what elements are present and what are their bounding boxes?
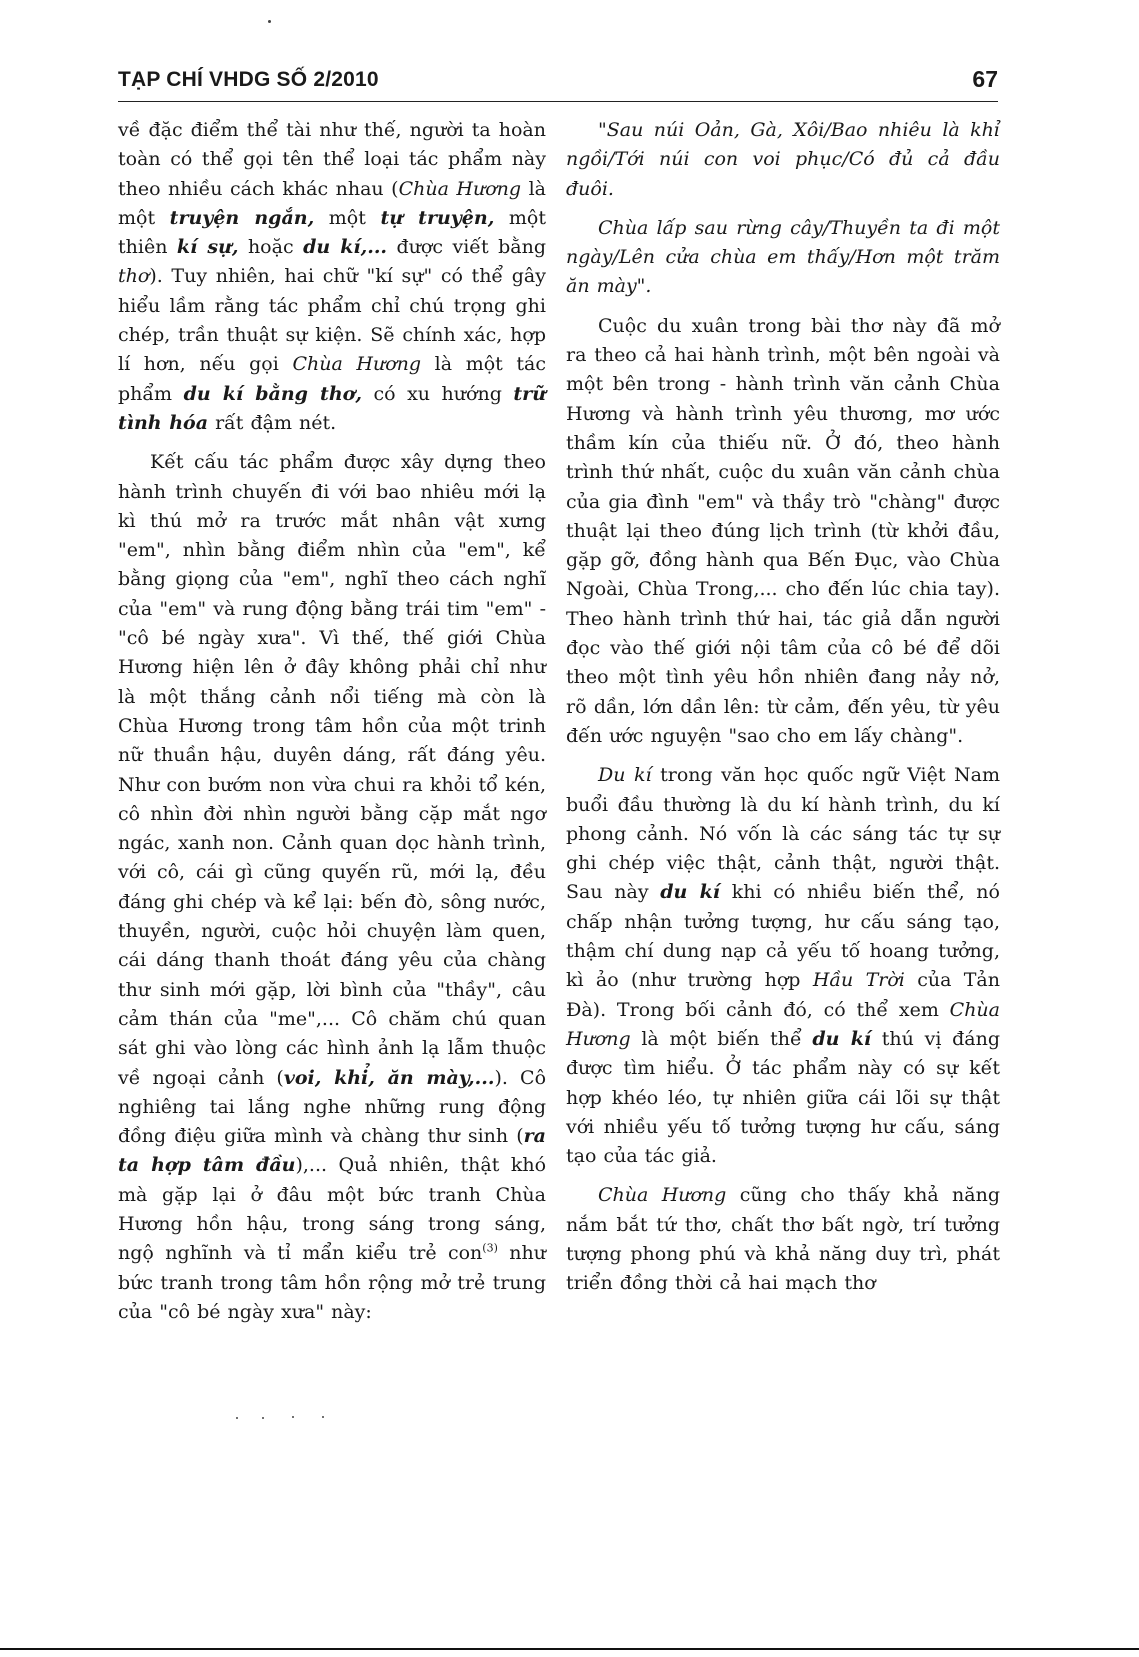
scan-speck [268,20,271,23]
poem-quote: Chùa lấp sau rừng cây/Thuyền ta đi một ngày/Lên cửa chùa em thấy/Hơn một trăm ăn mày". [566,216,1000,298]
bottom-scan-edge [0,1648,1139,1650]
header-rule [118,101,998,102]
poem-quote: "Sau núi Oản, Gà, Xôi/Bao nhiêu là khỉ ngồi/Tới núi con voi phục/Có đủ cả đầu đuôi. [566,119,1000,200]
paragraph: Du kí trong văn học quốc ngữ Việt Nam buổi đầu thường là du kí hành trình, du kí phong cảnh. Nó vốn là các sáng tác tự sự ghi chép việc thật, cảnh thật, người thật. Sau này du kí khi có nhiều biến thể, nó chấp nhận tưởng tượng, hư cấu sáng tạo, thậm chí dung nạp cả yếu tố hoang tưởng, kì ảo (như trường hợp Hầu Trời của Tản Đà). Trong bối cảnh đó, có thể xem Chùa Hương là một biến thể du kí thú vị đáng được tìm hiểu. Ở tác phẩm này có sự kết hợp khéo léo, tự nhiên giữa cái lõi sự thật với nhiều yếu tố tưởng tượng hư cấu, sáng tạo của tác giả. [566,764,1000,1168]
scan-speck [262,1417,264,1419]
journal-title: TẠP CHÍ VHDG SỐ 2/2010 [118,68,379,91]
paragraph: Kết cấu tác phẩm được xây dựng theo hành trình chuyến đi với bao nhiêu mới lạ kì thú mở ra trước mắt nhân vật xưng "em", nhìn bằng điểm nhìn của "em", kể bằng giọng của "em", nghĩ theo cách nghĩ của "em" và rung động bằng trái tim "em" - "cô bé ngày xưa". Vì thế, thế giới Chùa Hương hiện lên ở đây không phải chỉ như là một thắng cảnh nổi tiếng mà còn là Chùa Hương trong tâm hồn của một trinh nữ thuần hậu, duyên dáng, rất đáng yêu. Như con bướm non vừa chui ra khỏi tổ kén, cô nhìn đời nhìn người bằng cặp mắt ngơ ngác, xanh non. Cảnh quan dọc hành trình, với cô, cái gì cũng quyến rũ, mới lạ, đều đáng ghi chép và kể lại: bến đò, sông nước, thuyền, người, cuộc hỏi chuyện làm quen, cái dáng thanh thoát đáng yêu của chàng thư sinh mới gặp, lời bình của "thầy", câu cảm thán của "me",... Cô chăm chú quan sát ghi vào lòng các hình ảnh lạ lẫm thuộc về ngoại cảnh (voi, khỉ, ăn mày,...). Cô nghiêng tai lắng nghe những rung động đồng điệu giữa mình và chàng thư sinh (ra ta hợp tâm đầu),... Quả nhiên, thật khó mà gặp lại ở đâu một bức tranh Chùa Hương hồn hậu, trong sáng trong sáng, ngộ nghĩnh và tỉ mẩn kiểu trẻ con$^{(3)}$ như bức tranh trong tâm hồn rộng mở trẻ trung của "cô bé ngày xưa" này: [118,451,547,1323]
scan-speck [322,1416,324,1418]
page-number: 67 [972,66,998,92]
left-column [118,116,546,1327]
scan-speck [236,1417,238,1419]
paragraph: về đặc điểm thể tài như thế, người ta hoàn toàn có thể gọi tên thể loại tác phẩm này theo nhiều cách khác nhau (Chùa Hương là một truyện ngắn, một tự truyện, một thiên kí sự, hoặc du kí,... được viết bằng thơ). Tuy nhiên, hai chữ "kí sự" có thể gây hiểu lầm rằng tác phẩm chỉ chú trọng ghi chép, trần thuật sự kiện. Sẽ chính xác, hợp lí hơn, nếu gọi Chùa Hương là một tác phẩm du kí bằng thơ, có xu hướng trữ tình hóa rất đậm nét. [118,119,547,434]
footnote-ref: (3) [482,1241,498,1255]
scan-speck [292,1416,294,1418]
right-column [566,116,1000,1299]
paragraph: Chùa Hương cũng cho thấy khả năng nắm bắt tứ thơ, chất thơ bất ngờ, trí tưởng tượng phong phú và khả năng duy trì, phát triển đồng thời cả hai mạch thơ [566,1184,1000,1295]
page-header [118,64,998,100]
paragraph: Cuộc du xuân trong bài thơ này đã mở ra theo cả hai hành trình, một bên ngoài và một bên trong - hành trình văn cảnh Chùa Hương và hành trình yêu thương, mơ ước thầm kín của thiếu nữ. Ở đó, theo hành trình thứ nhất, cuộc du xuân văn cảnh chùa của gia đình "em" và thầy trò "chàng" được thuật lại theo đúng lịch trình (từ khởi đầu, gặp gỡ, đồng hành qua Bến Đục, vào Chùa Ngoài, Chùa Trong,... cho đến lúc chia tay). Theo hành trình thứ hai, tác giả dẫn người đọc vào thế giới nội tâm của cô bé để dõi theo một tình yêu hồn nhiên đang nảy nở, rõ dần, lớn dần lên: từ cảm, đến yêu, từ yêu đến ước nguyện "sao cho em lấy chàng". [566,314,1000,747]
